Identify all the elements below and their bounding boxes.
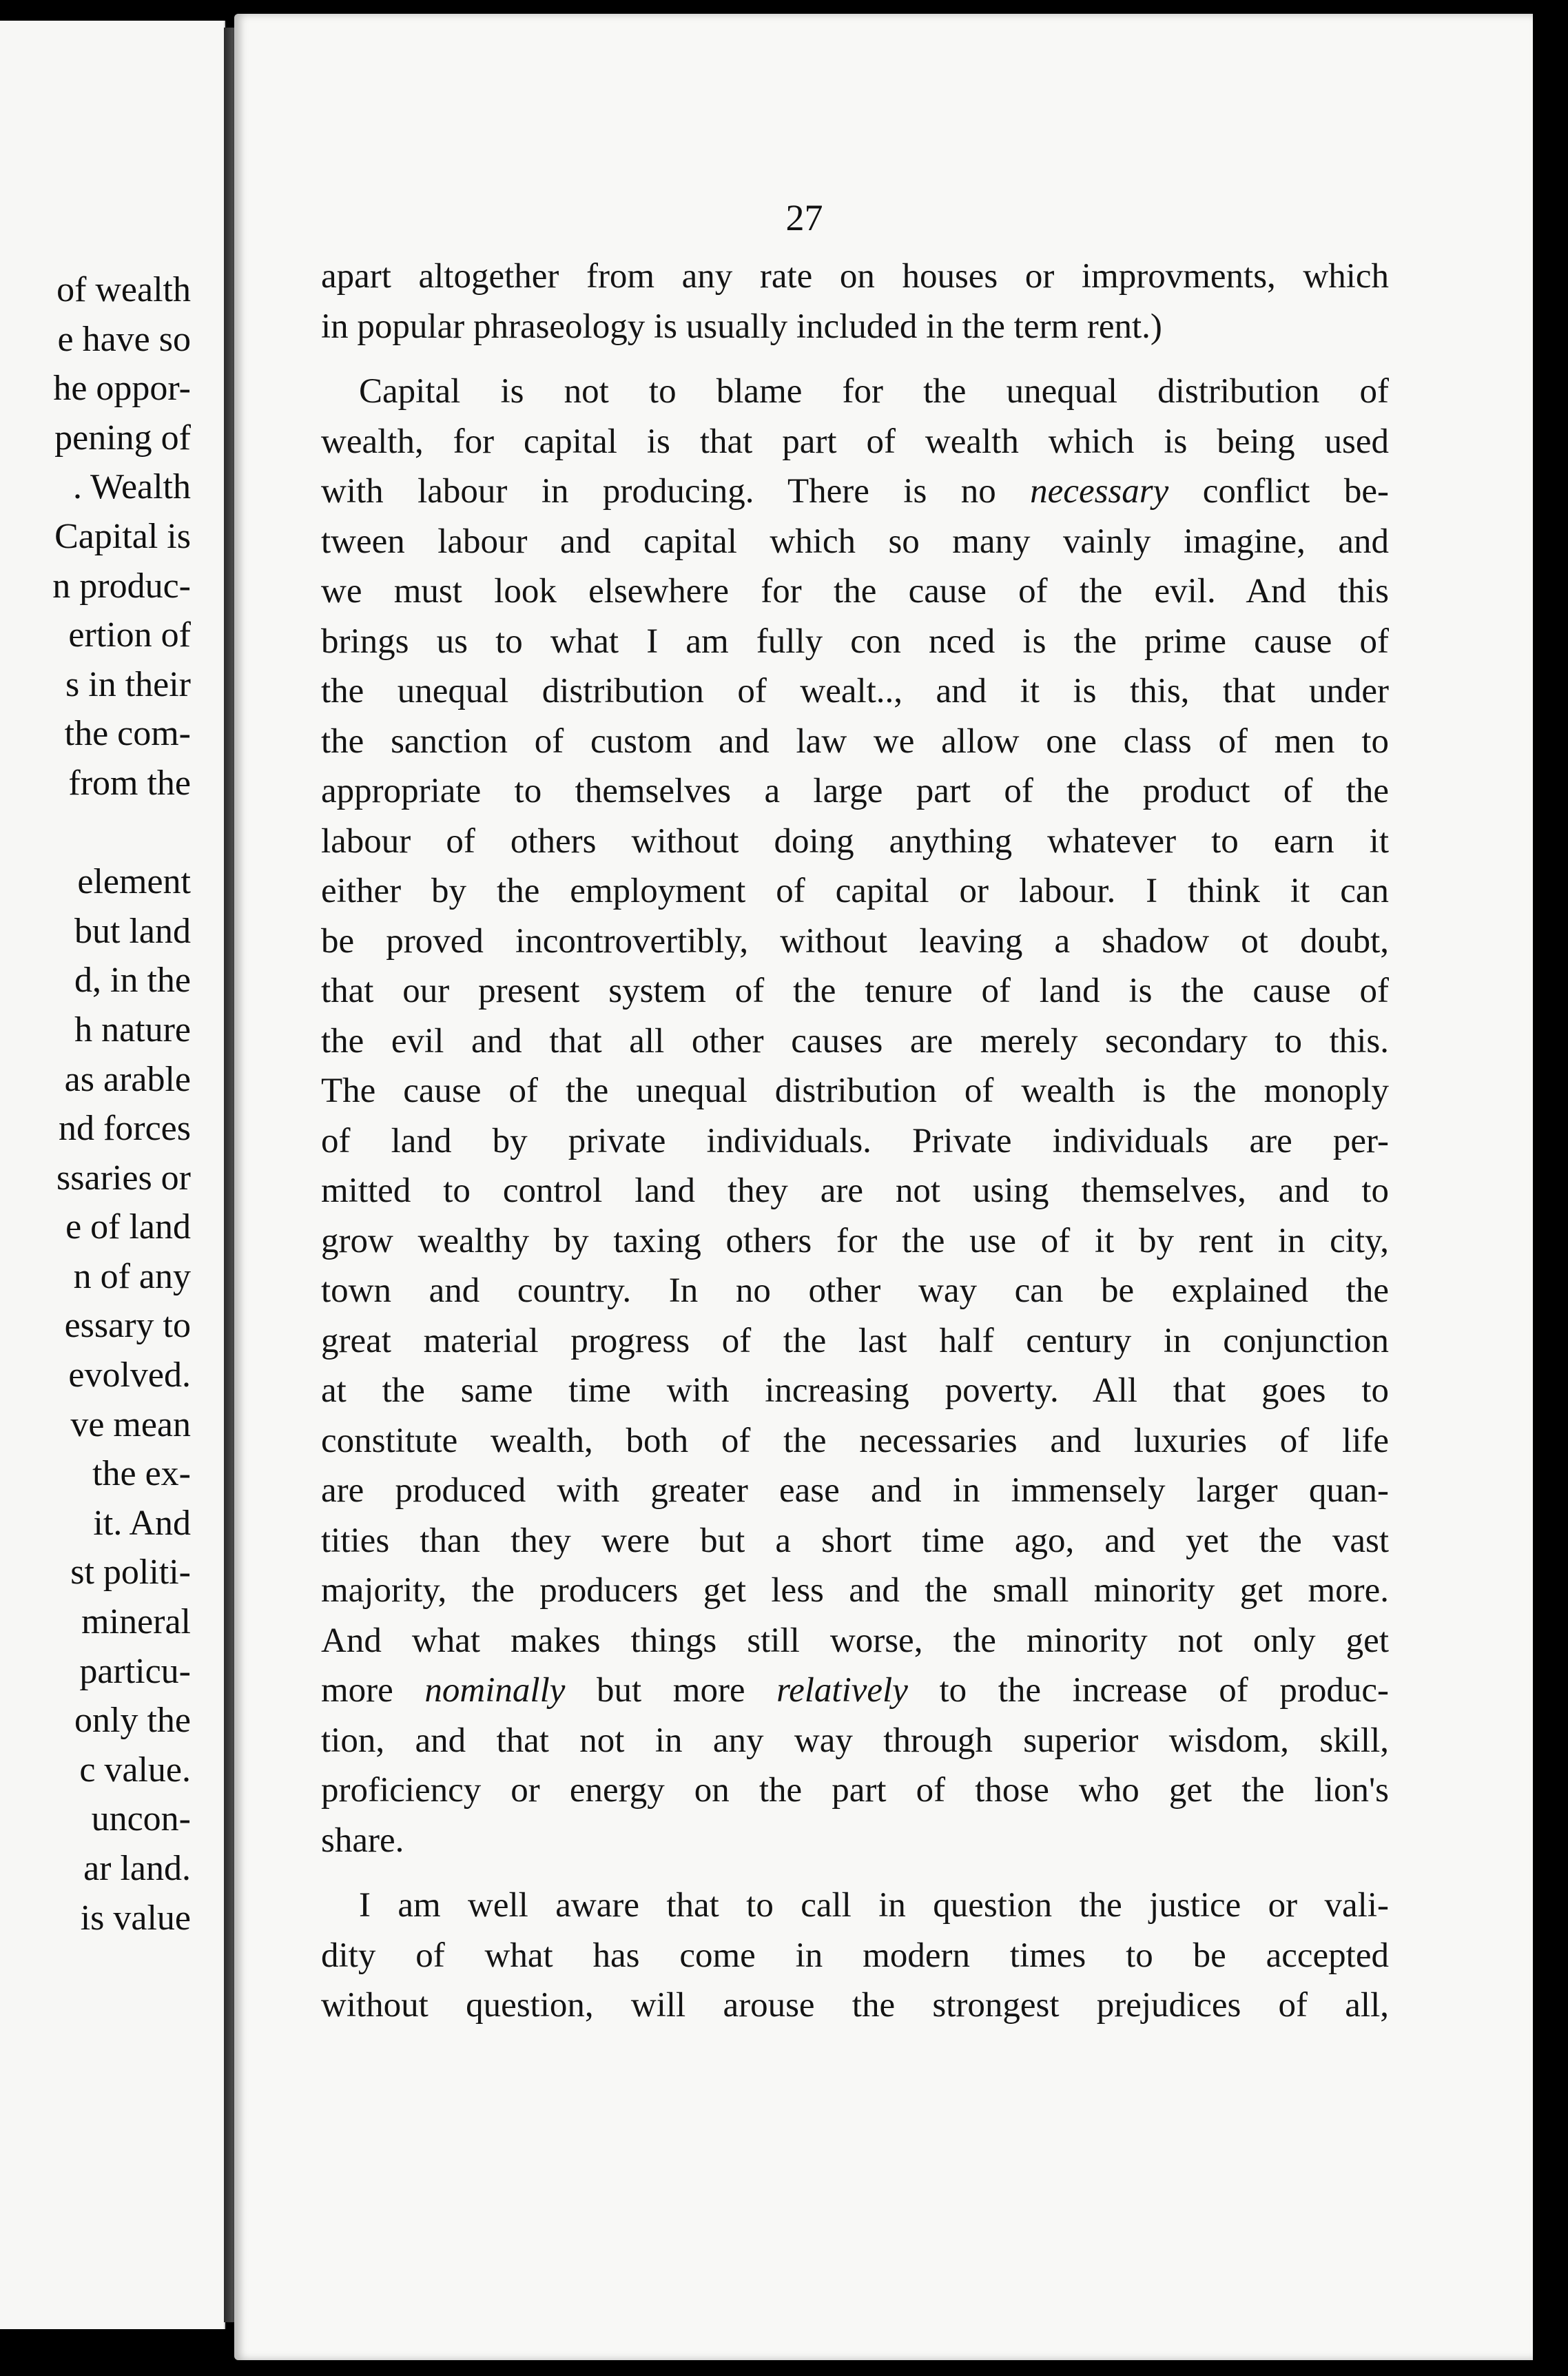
text-line: wealth, for capital is that part of wealth which is being used (321, 422, 1389, 461)
text-line: tities than they were but a short time ago, and yet the vast (321, 1521, 1389, 1560)
text-span: but more (565, 1671, 777, 1710)
text-line: labour of others without doing anything whatever to earn it (321, 821, 1389, 861)
text-line: are produced with greater ease and in immensely larger quan- (321, 1471, 1389, 1510)
left-page-fragment-line: it. And (93, 1503, 191, 1543)
text-span: conflict be- (1168, 472, 1390, 511)
left-page-text-fragments (0, 265, 191, 1943)
left-page-fragment-line: n produc- (52, 566, 191, 606)
text-line: Capital is not to blame for the unequal distribution of (359, 372, 1389, 411)
left-page-fragment-line: is value (80, 1898, 191, 1938)
left-page-fragment-line: e of land (65, 1207, 191, 1247)
left-page-fragment-line: pening of (54, 418, 191, 458)
italic-word: necessary (1030, 472, 1169, 511)
text-line: we must look elsewhere for the cause of the evil. And this (321, 572, 1389, 611)
left-page-fragment-line: particu- (79, 1651, 191, 1691)
text-line: proficiency or energy on the part of those who get the lion's (321, 1771, 1389, 1810)
left-facing-page (0, 21, 225, 2329)
text-line: dity of what has come in modern times to be accepted (321, 1936, 1389, 1975)
text-line: of land by private individuals. Private individuals are per- (321, 1121, 1389, 1160)
text-line: at the same time with increasing poverty. All that goes to (321, 1371, 1389, 1410)
left-page-fragment-line: s in their (65, 664, 191, 704)
left-page-fragment-line: Capital is (54, 516, 191, 556)
left-page-fragment-line: h nature (74, 1010, 191, 1049)
text-line: either by the employment of capital or labour. I think it can (321, 872, 1389, 910)
text-line (321, 467, 1389, 517)
left-page-fragment-line: . Wealth (72, 467, 191, 507)
text-line: grow wealthy by taxing others for the use of it by rent in city, (321, 1221, 1389, 1260)
left-page-fragment-line: st politi- (70, 1553, 191, 1592)
paragraph-gap (321, 1865, 1389, 1881)
left-page-fragment-line: ve mean (70, 1404, 191, 1444)
text-span: with labour in producing. There is no (321, 472, 1031, 511)
left-page-fragment-line: ar land. (83, 1849, 191, 1888)
text-span: more (321, 1671, 425, 1710)
left-page-fragment-line: nd forces (58, 1109, 191, 1149)
left-page-fragment-line: element (77, 862, 191, 902)
text-line (321, 1666, 1389, 1716)
text-span: to the increase of produc- (907, 1671, 1389, 1710)
italic-word: relatively (776, 1671, 908, 1710)
text-line: constitute wealth, both of the necessaries and luxuries of life (321, 1421, 1389, 1460)
left-page-fragment-line: only the (74, 1701, 191, 1741)
text-line: mitted to control land they are not using themselves, and to (321, 1171, 1389, 1210)
page-number: 27 (785, 197, 823, 238)
text-line: the sanction of custom and law we allow one class of men to (321, 721, 1389, 761)
left-page-fragment-line: c value. (79, 1750, 191, 1790)
italic-word: nominally (424, 1671, 566, 1710)
left-page-fragment-line: mineral (81, 1602, 191, 1642)
left-page-fragment-line: essary to (64, 1306, 191, 1346)
text-line: brings us to what I am fully con nced is the prime cause of (321, 622, 1389, 661)
left-page-fragment-line: as arable (64, 1059, 191, 1099)
right-page (234, 14, 1533, 2360)
paragraph-gap (321, 351, 1389, 367)
text-line: that our present system of the tenure of land is the cause of (321, 972, 1389, 1010)
left-page-fragment-line: from the (68, 763, 191, 803)
text-line: The cause of the unequal distribution of wealth is the monoply (321, 1072, 1389, 1110)
text-line: tween labour and capital which so many vainly imagine, and (321, 522, 1389, 561)
left-page-fragment-line: e have so (57, 319, 191, 359)
text-line: majority, the producers get less and the small minority get more. (321, 1571, 1389, 1610)
left-page-fragment-line: the com- (64, 714, 191, 754)
text-line: share. (321, 1821, 404, 1860)
left-page-fragment-line: evolved. (68, 1355, 191, 1395)
text-line: apart altogether from any rate on houses or improvments, which (321, 257, 1389, 296)
left-page-fragment-line: but land (74, 911, 191, 951)
left-page-fragment-line: of wealth (56, 270, 191, 309)
left-page-fragment-line (0, 808, 191, 858)
left-page-fragment-line: n of any (73, 1256, 191, 1296)
left-page-fragment-line: he oppor- (53, 369, 191, 409)
text-line: town and country. In no other way can be explained the (321, 1271, 1389, 1310)
left-page-fragment-line: ssaries or (56, 1158, 191, 1198)
page-body-text (321, 252, 1389, 2031)
text-line: without question, will arouse the strongest prejudices of all, (321, 1986, 1389, 2025)
text-line: be proved incontrovertibly, without leaving a shadow ot doubt, (321, 921, 1389, 961)
text-line: in popular phraseology is usually included in the term rent.) (321, 307, 1162, 346)
text-line: the evil and that all other causes are merely secondary to this. (321, 1021, 1389, 1061)
text-line: great material progress of the last half century in conjunction (321, 1321, 1389, 1360)
left-page-fragment-line: d, in the (74, 961, 191, 1001)
text-line: tion, and that not in any way through superior wisdom, skill, (321, 1721, 1389, 1760)
text-line: appropriate to themselves a large part of the product of the (321, 772, 1389, 810)
text-line: And what makes things still worse, the minority not only get (321, 1621, 1389, 1660)
left-page-fragment-line: uncon- (91, 1799, 191, 1839)
text-line: the unequal distribution of wealt.., and it is this, that under (321, 672, 1389, 710)
text-line: I am well aware that to call in question the justice or vali- (359, 1886, 1389, 1925)
left-page-fragment-line: the ex- (92, 1454, 191, 1494)
left-page-fragment-line: ertion of (68, 615, 191, 655)
